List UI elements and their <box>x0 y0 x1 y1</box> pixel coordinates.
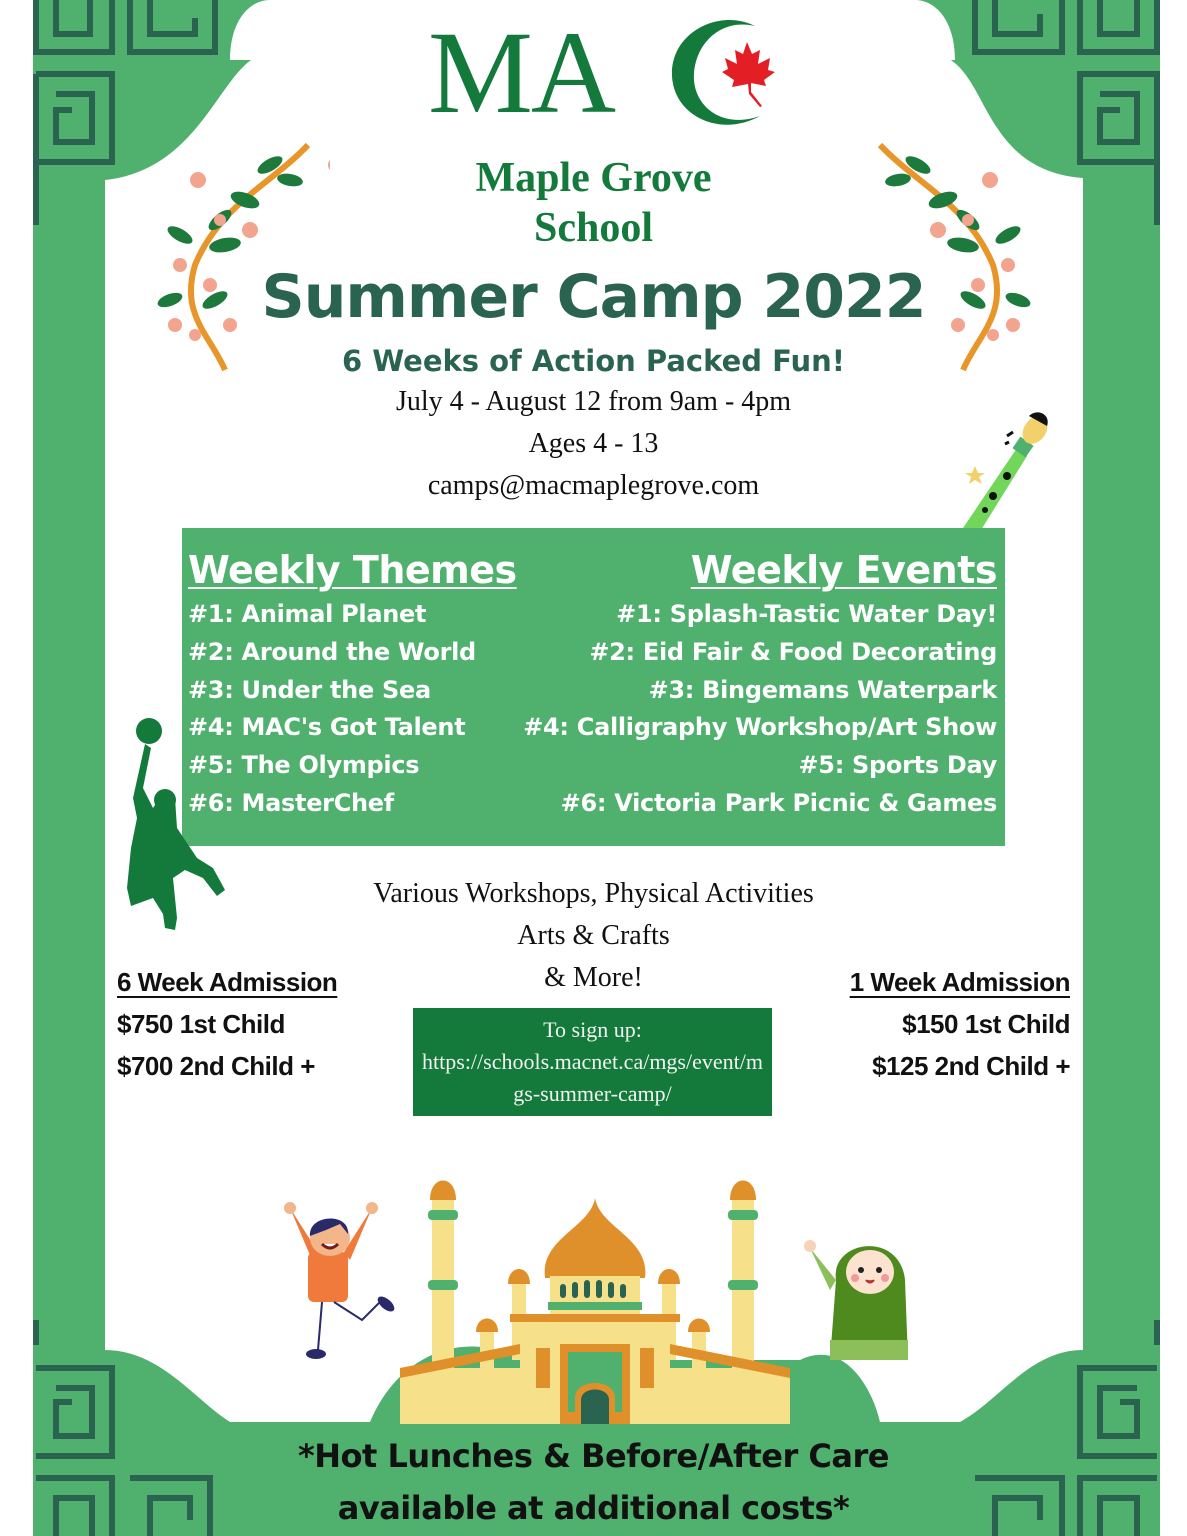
page-title: Summer Camp 2022 <box>261 262 926 332</box>
footer-line1: *Hot Lunches & Before/After Care <box>298 1437 889 1475</box>
six-week-admission-heading: 6 Week Admission <box>117 967 338 997</box>
contact-email[interactable]: camps@macmaplegrove.com <box>427 470 760 501</box>
event-item: #4: Calligraphy Workshop/Art Show <box>523 713 997 742</box>
event-item: #3: Bingemans Waterpark <box>648 675 997 704</box>
event-item: #5: Sports Day <box>798 751 997 780</box>
signup-label: To sign up: <box>543 1017 642 1042</box>
activities-line2: Arts & Crafts <box>517 920 670 951</box>
waving-girl-illustration <box>800 1220 920 1360</box>
activities-line3: & More! <box>544 962 643 993</box>
event-item: #6: Victoria Park Picnic & Games <box>560 788 997 817</box>
weekly-schedule-box <box>182 528 1005 846</box>
theme-item: #4: MAC's Got Talent <box>188 713 466 742</box>
theme-item: #5: The Olympics <box>188 751 420 780</box>
subtitle: 6 Weeks of Action Packed Fun! <box>341 344 846 378</box>
mosque-illustration <box>400 1168 790 1424</box>
weekly-themes-heading: Weekly Themes <box>188 548 517 592</box>
maple-leaf-icon <box>718 40 776 110</box>
signup-box <box>413 1008 772 1116</box>
weekly-events-heading: Weekly Events <box>690 548 997 592</box>
camp-ages: Ages 4 - 13 <box>528 428 659 459</box>
mac-logo <box>428 7 768 138</box>
theme-item: #1: Animal Planet <box>188 600 427 628</box>
one-week-second-child-price: $125 2nd Child + <box>872 1051 1070 1081</box>
camp-dates: July 4 - August 12 from 9am - 4pm <box>395 386 792 417</box>
logo-acronym: MA <box>428 7 615 138</box>
six-week-admission <box>117 961 337 1087</box>
school-name-line1: Maple Grove <box>475 155 712 201</box>
paintbrush-icon <box>955 410 1055 530</box>
footer-note <box>0 1430 1187 1534</box>
six-week-second-child-price: $700 2nd Child + <box>117 1051 315 1081</box>
weekly-events-column <box>523 548 997 823</box>
footer-line2: available at additional costs* <box>337 1489 850 1527</box>
event-item: #1: Splash-Tastic Water Day! <box>616 600 997 628</box>
weekly-themes-column <box>188 548 517 823</box>
theme-item: #6: MasterChef <box>188 788 394 817</box>
one-week-admission-heading: 1 Week Admission <box>849 967 1070 997</box>
theme-item: #3: Under the Sea <box>188 675 431 704</box>
one-week-first-child-price: $150 1st Child <box>902 1009 1070 1039</box>
theme-item: #2: Around the World <box>188 637 476 666</box>
event-item: #2: Eid Fair & Food Decorating <box>589 637 997 666</box>
six-week-first-child-price: $750 1st Child <box>117 1009 285 1039</box>
one-week-admission <box>850 961 1070 1087</box>
school-name-line2: School <box>533 205 654 251</box>
signup-link[interactable]: https://schools.macnet.ca/mgs/event/mgs-summer-camp/ <box>422 1049 763 1106</box>
activities-line1: Various Workshops, Physical Activities <box>373 878 814 909</box>
jumping-boy-illustration <box>282 1200 402 1365</box>
